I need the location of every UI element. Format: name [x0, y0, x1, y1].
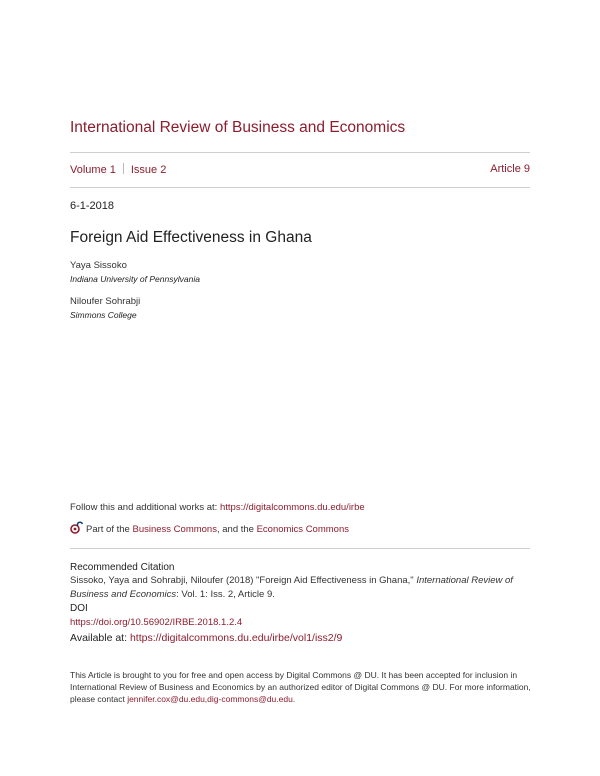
citation-journal: International Review of Business and Economics [70, 575, 513, 600]
recommended-citation-heading: Recommended Citation [70, 562, 175, 573]
available-prefix: Available at: [70, 632, 130, 644]
available-at-line [70, 632, 342, 644]
access-statement-text: This Article is brought to you for free and open access by Digital Commons @ DU. It has been accepted for inclusion in International Review of Business and Economics by an authorized editor of Digital Commons @ DU. For more information, please contact [70, 670, 531, 704]
article-title: Foreign Aid Effectiveness in Ghana [70, 229, 312, 246]
journal-title[interactable]: International Review of Business and Economics [70, 119, 406, 136]
part-of-prefix: Part of the [86, 524, 133, 535]
part-of-line [70, 521, 349, 537]
citation-start: Sissoko, Yaya and Sohrabji, Niloufer (2018) "Foreign Aid Effectiveness in Ghana," [70, 575, 417, 586]
repository-link[interactable]: https://digitalcommons.du.edu/irbe [219, 502, 365, 513]
author-affiliation: Simmons College [70, 310, 137, 320]
issue-link[interactable]: Issue 2 [130, 164, 167, 176]
contact-email-link[interactable]: jennifer.cox@du.edu,dig-commons@du.edu [127, 694, 293, 704]
access-statement-end: . [292, 694, 296, 704]
citation-end: : Vol. 1: Iss. 2, Article 9. [176, 588, 275, 600]
author-name: Yaya Sissoko [70, 260, 127, 271]
publication-date: 6-1-2018 [70, 200, 115, 212]
follow-line [70, 502, 365, 513]
economics-commons-link[interactable]: Economics Commons [256, 524, 349, 535]
issue-row [70, 163, 530, 176]
access-statement [70, 669, 540, 705]
author-name: Niloufer Sohrabji [70, 296, 141, 307]
volume-link[interactable]: Volume 1 [70, 164, 116, 176]
citation-text [70, 574, 540, 601]
divider [70, 187, 530, 188]
doi-label: DOI [70, 603, 88, 614]
divider [70, 548, 530, 549]
divider [70, 152, 530, 153]
part-of-middle: , and the [216, 524, 257, 535]
business-commons-link[interactable]: Business Commons [132, 524, 217, 535]
doi-link[interactable]: https://doi.org/10.56902/IRBE.2018.1.2.4 [70, 617, 243, 628]
article-link[interactable]: Article 9 [490, 163, 530, 175]
follow-prefix: Follow this and additional works at: [70, 502, 220, 513]
separator [123, 163, 124, 174]
author-affiliation: Indiana University of Pennsylvania [70, 274, 200, 284]
open-access-icon [70, 521, 83, 537]
article-url-link[interactable]: https://digitalcommons.du.edu/irbe/vol1/iss2/9 [129, 632, 343, 644]
